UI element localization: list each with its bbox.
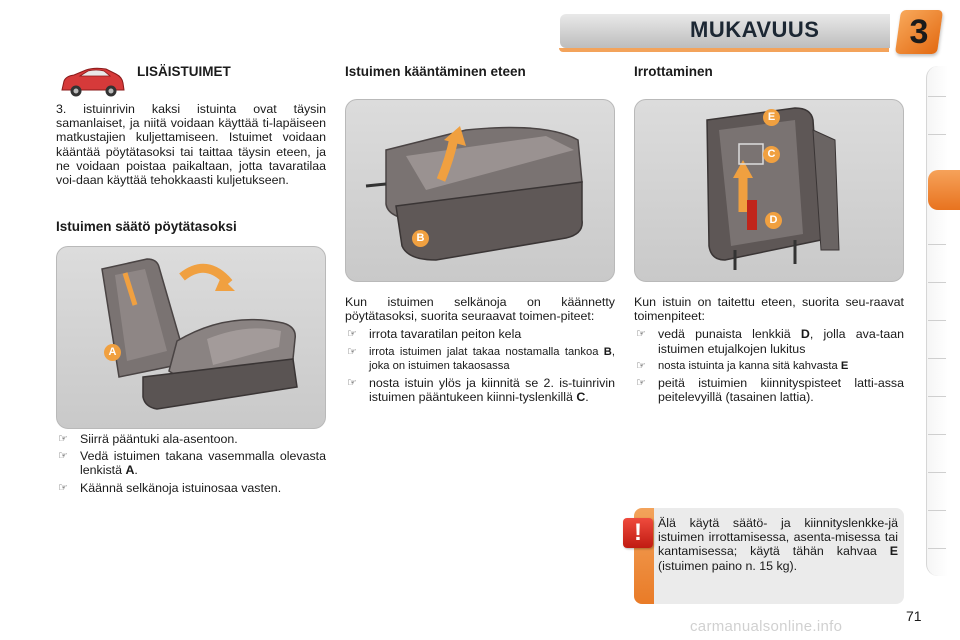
callout-a: A — [104, 344, 121, 361]
step-item: ☞ irrota istuimen jalat takaa nostamalla tankoa B, joka on istuimen takaosassa — [347, 345, 615, 372]
chapter-tab-active[interactable] — [928, 170, 960, 210]
section-title: LISÄISTUIMET — [137, 64, 231, 79]
chapter-tab[interactable] — [928, 358, 946, 359]
callout-c: C — [763, 146, 780, 163]
intro-text: 3. istuinrivin kaksi istuinta ovat täysin samanlaiset, ja niitä voidaan käyttää ti-lapäiseen matkustajien kuljettamiseen. Istuimet voidaan kääntää pöytätasoksi tai taittaa täysin eteen, ja ne voidaan poistaa paikaltaan, jotta tavaratilaa voi-daan käyttää tehokkaasti kuljetukseen. — [56, 102, 326, 188]
step-item: ☞ Vedä istuimen takana vasemmalla olevasta lenkistä A. — [58, 449, 326, 478]
page-header — [0, 0, 960, 58]
bullet-icon: ☞ — [58, 481, 68, 494]
watermark: carmanualsonline.info — [690, 618, 843, 635]
callout-e: E — [763, 109, 780, 126]
tip-forward-title: Istuimen kääntäminen eteen — [345, 64, 526, 79]
step-item: ☞ vedä punaista lenkkiä D, jolla ava-taan istuimen etujalkojen lukitus — [636, 327, 904, 356]
removal-steps — [634, 327, 904, 404]
car-icon — [56, 64, 128, 100]
tip-forward-block — [345, 295, 615, 407]
chapter-tab[interactable] — [928, 548, 946, 549]
chapter-tab[interactable] — [928, 396, 946, 397]
callout-b: B — [412, 230, 429, 247]
removal-block — [634, 295, 904, 407]
chapter-tab[interactable] — [928, 510, 946, 511]
table-setting-steps — [56, 432, 326, 498]
table-setting-title: Istuimen säätö pöytätasoksi — [56, 219, 237, 234]
page-number: 71 — [906, 608, 922, 624]
bullet-icon: ☞ — [58, 433, 68, 445]
chapter-tab[interactable] — [928, 434, 946, 435]
seat-removal-figure — [634, 99, 904, 282]
bullet-icon: ☞ — [347, 377, 357, 390]
bullet-icon: ☞ — [636, 328, 646, 341]
chapter-tab[interactable] — [928, 320, 946, 321]
step-item: ☞ nosta istuinta ja kanna sitä kahvasta E — [636, 359, 849, 372]
chapter-tab-rail — [926, 66, 948, 576]
seat-table-figure — [56, 246, 326, 429]
seat-forward-figure — [345, 99, 615, 282]
step-item: ☞ peitä istuimien kiinnityspisteet latti-assa peitelevyillä (tasainen lattia). — [636, 376, 904, 405]
chapter-tab[interactable] — [928, 472, 946, 473]
bullet-icon: ☞ — [347, 328, 357, 341]
removal-title: Irrottaminen — [634, 64, 713, 79]
chapter-tab[interactable] — [928, 134, 946, 135]
bullet-icon: ☞ — [636, 359, 646, 372]
bullet-icon: ☞ — [58, 450, 68, 463]
chapter-tab[interactable] — [928, 282, 946, 283]
bullet-icon: ☞ — [636, 377, 646, 390]
tip-forward-steps — [345, 327, 615, 404]
warning-icon: ! — [623, 518, 653, 548]
chapter-number: 3 — [909, 13, 929, 51]
removal-lead: Kun istuin on taitettu eteen, suorita seu-raavat toimenpiteet: — [634, 295, 904, 324]
step-item: ☞ nosta istuin ylös ja kiinnitä se 2. is-tuinrivin istuimen pääntukeen kiinni-tyslenkillä C. — [347, 376, 615, 405]
chapter-title: MUKAVUUS — [690, 17, 820, 42]
chapter-tab[interactable] — [928, 244, 946, 245]
callout-d: D — [765, 212, 782, 229]
step-item: ☞ irrota tavaratilan peiton kela — [347, 327, 522, 342]
chapter-tab[interactable] — [928, 96, 946, 97]
step-item: ☞ Siirrä pääntuki ala-asentoon. — [58, 432, 238, 446]
step-item: ☞ Käännä selkänoja istuinosaa vasten. — [58, 480, 282, 495]
warning-text: Älä käytä säätö- ja kiinnityslenkke-jä istuimen irrottamisessa, asenta-misessa tai kantamisessa; käytä tähän kahvaa E (istuimen paino n. 15 kg). — [658, 516, 898, 573]
intro-block — [56, 102, 326, 187]
bullet-icon: ☞ — [347, 345, 357, 358]
tip-forward-lead: Kun istuimen selkänoja on käännetty pöytätasoksi, suorita seuraavat toimen-piteet: — [345, 295, 615, 324]
